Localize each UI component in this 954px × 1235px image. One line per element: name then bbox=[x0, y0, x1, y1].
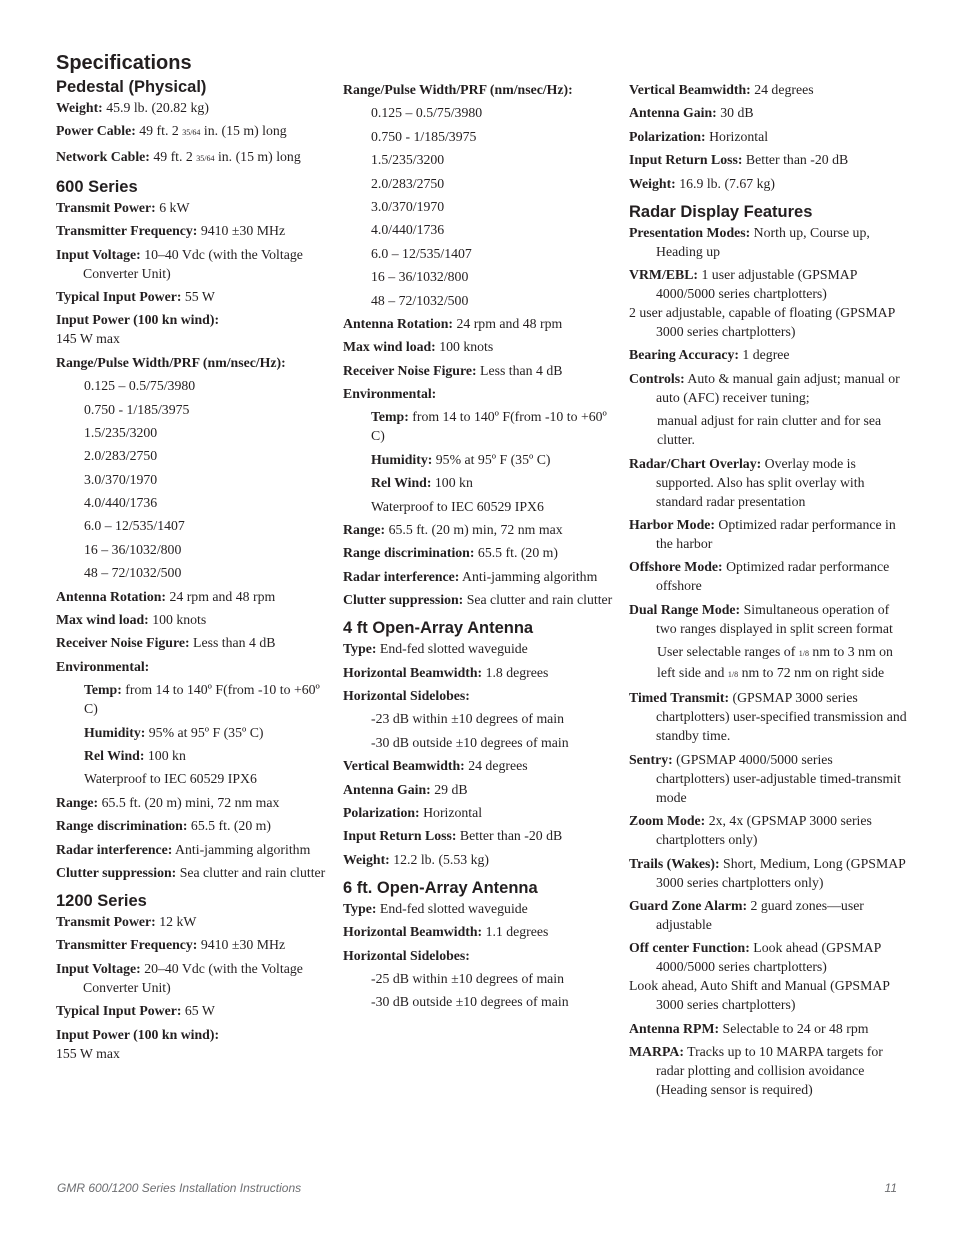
spec-value: 24 degrees bbox=[754, 82, 814, 97]
spec-label: Clutter suppression: bbox=[343, 592, 464, 608]
spec-item bbox=[343, 686, 613, 705]
spec-item bbox=[629, 557, 909, 595]
spec-item bbox=[343, 361, 613, 380]
spec-value: Anti-jamming algorithm bbox=[462, 568, 598, 584]
spec-value: -30 dB outside ±10 degrees of main bbox=[371, 994, 569, 1010]
spec-value: 95% at 95º F (35º C) bbox=[435, 451, 551, 467]
spec-value: 16 – 36/1032/800 bbox=[371, 269, 469, 285]
spec-item bbox=[629, 345, 909, 364]
spec-value: 65.5 ft. (20 m) mini, 72 nm max bbox=[101, 794, 280, 810]
spec-subitem bbox=[343, 174, 613, 193]
spec-label: Antenna RPM: bbox=[629, 1020, 720, 1036]
spec-fraction: 35/64 bbox=[182, 128, 201, 138]
spec-value: Sea clutter and rain clutter bbox=[179, 864, 326, 880]
spec-item bbox=[56, 1025, 326, 1063]
spec-value: 49 ft. 2 bbox=[153, 148, 197, 164]
spec-value: 95% at 95º F (35º C) bbox=[148, 724, 264, 740]
spec-item bbox=[56, 816, 326, 835]
spec-value: Simultaneous operation of two ranges displayed in split screen format bbox=[656, 601, 893, 636]
spec-subitem bbox=[343, 220, 613, 239]
spec-item bbox=[629, 750, 909, 807]
page-title: Specifications bbox=[56, 52, 192, 74]
spec-value: 65.5 ft. (20 m) bbox=[477, 545, 559, 561]
spec-item bbox=[343, 314, 613, 333]
spec-value: from 14 to 140º F bbox=[412, 409, 511, 425]
spec-item bbox=[343, 80, 613, 99]
column-left bbox=[56, 52, 326, 1067]
spec-subitem bbox=[56, 376, 326, 395]
spec-value: Horizontal bbox=[423, 804, 483, 820]
spec-value: 1.5/235/3200 bbox=[371, 152, 445, 168]
spec-value: 30 dB bbox=[720, 105, 754, 121]
spec-item bbox=[629, 1042, 909, 1099]
spec-sublabel: Temp: bbox=[371, 409, 409, 425]
spec-item bbox=[56, 147, 326, 168]
spec-subitem bbox=[343, 473, 613, 492]
spec-value: Anti-jamming algorithm bbox=[175, 841, 311, 857]
spec-subitem bbox=[56, 400, 326, 419]
spec-label: Antenna Gain: bbox=[629, 105, 717, 121]
spec-item bbox=[56, 863, 326, 882]
spec-subitem bbox=[343, 103, 613, 122]
spec-item bbox=[343, 826, 613, 845]
spec-item bbox=[56, 959, 326, 997]
spec-value: Waterproof to IEC 60529 IPX6 bbox=[84, 771, 257, 787]
spec-value: 6.0 – 12/535/1407 bbox=[84, 518, 185, 534]
spec-value: End-fed slotted waveguide bbox=[379, 900, 528, 916]
spec-label: Transmit Power: bbox=[56, 199, 156, 215]
spec-value: North up, Course up, Heading up bbox=[656, 224, 870, 259]
spec-label: Receiver Noise Figure: bbox=[56, 635, 190, 651]
spec-fraction: 35/64 bbox=[196, 153, 215, 163]
spec-value: 24 rpm and 48 rpm bbox=[456, 315, 563, 331]
spec-value: Look ahead (GPSMAP 4000/5000 series chartplotters) bbox=[656, 940, 881, 975]
spec-item bbox=[629, 454, 909, 511]
spec-label: Typical Input Power: bbox=[56, 288, 182, 304]
section-heading: Radar Display Features bbox=[629, 202, 813, 221]
spec-value-line: Look ahead, Auto Shift and Manual (GPSMAP 3000 series chartplotters) bbox=[629, 978, 890, 1013]
spec-label: Range/Pulse Width/PRF (nm/nsec/Hz): bbox=[56, 354, 286, 370]
spec-label: Typical Input Power: bbox=[56, 1003, 182, 1019]
spec-value: 45.9 lb. (20.82 kg) bbox=[106, 100, 209, 115]
spec-sublabel: Rel Wind: bbox=[371, 475, 432, 491]
spec-value: (GPSMAP 3000 series chartplotters) user-specified transmission and standby time. bbox=[656, 690, 907, 744]
spec-label: Antenna Rotation: bbox=[343, 315, 453, 331]
spec-value: Short, Medium, Long (GPSMAP 3000 series chartplotters only) bbox=[656, 855, 906, 890]
spec-label: Bearing Accuracy: bbox=[629, 347, 739, 363]
spec-value: 16.9 lb. (7.67 kg) bbox=[679, 175, 776, 191]
spec-value: 1 user adjustable (GPSMAP 4000/5000 series chartplotters) bbox=[656, 266, 857, 301]
spec-label: Range: bbox=[343, 522, 386, 538]
spec-label: Radar interference: bbox=[56, 841, 173, 857]
spec-label: Receiver Noise Figure: bbox=[343, 362, 477, 378]
spec-value: 20–40 Vdc (with the Voltage Converter Unit) bbox=[83, 960, 303, 995]
spec-value: 9410 ±30 MHz bbox=[200, 223, 286, 239]
spec-item bbox=[629, 600, 909, 638]
spec-subitem bbox=[343, 150, 613, 169]
spec-continuation bbox=[629, 642, 909, 684]
spec-value: 29 dB bbox=[434, 781, 468, 797]
spec-value: 16 – 36/1032/800 bbox=[84, 541, 182, 557]
spec-value: Optimized radar performance offshore bbox=[656, 559, 890, 594]
spec-item bbox=[629, 854, 909, 892]
spec-value-line: (from -10 to +60º C) bbox=[371, 409, 607, 444]
spec-item bbox=[56, 935, 326, 954]
spec-item bbox=[56, 1001, 326, 1020]
spec-label: Trails (Wakes): bbox=[629, 855, 720, 871]
spec-item bbox=[629, 811, 909, 849]
spec-value: 100 kn bbox=[434, 475, 473, 491]
spec-value: 3.0/370/1970 bbox=[371, 198, 445, 214]
spec-value: -30 dB outside ±10 degrees of main bbox=[371, 734, 569, 750]
spec-value: Overlay mode is supported. Also has split overlay with standard radar presentation bbox=[656, 455, 865, 509]
spec-item bbox=[629, 938, 909, 1014]
spec-label: Weight: bbox=[56, 100, 103, 115]
spec-item bbox=[629, 150, 909, 169]
spec-label: Antenna Rotation: bbox=[56, 588, 166, 604]
spec-item bbox=[343, 850, 613, 869]
spec-label: Zoom Mode: bbox=[629, 813, 706, 829]
spec-item bbox=[56, 610, 326, 629]
footer-document-title: GMR 600/1200 Series Installation Instructions bbox=[57, 1181, 302, 1195]
spec-value: 6.0 – 12/535/1407 bbox=[371, 245, 472, 261]
spec-sublabel: Humidity: bbox=[371, 451, 433, 467]
spec-item bbox=[56, 587, 326, 606]
spec-item bbox=[629, 1019, 909, 1038]
spec-value: (GPSMAP 4000/5000 series chartplotters) user-adjustable timed-transmit mode bbox=[656, 751, 901, 805]
spec-subitem bbox=[343, 291, 613, 310]
spec-item bbox=[56, 245, 326, 283]
spec-item bbox=[629, 223, 909, 261]
column-right bbox=[629, 80, 909, 1104]
spec-label: Range discrimination: bbox=[343, 545, 475, 561]
spec-subitem bbox=[56, 493, 326, 512]
spec-item bbox=[343, 384, 613, 403]
spec-value: User selectable ranges of bbox=[657, 644, 799, 660]
spec-value: Less than 4 dB bbox=[193, 635, 276, 651]
spec-item bbox=[56, 98, 326, 117]
spec-label: Power Cable: bbox=[56, 123, 136, 139]
spec-label: Clutter suppression: bbox=[56, 864, 177, 880]
spec-label: Radar interference: bbox=[343, 568, 460, 584]
spec-label: Range discrimination: bbox=[56, 818, 188, 834]
spec-value: 48 – 72/1032/500 bbox=[84, 565, 182, 581]
spec-value: 100 knots bbox=[439, 339, 494, 355]
spec-item bbox=[343, 922, 613, 941]
spec-value-line: 145 W max bbox=[56, 331, 120, 347]
spec-label: Antenna Gain: bbox=[343, 781, 431, 797]
section-heading: 600 Series bbox=[56, 177, 138, 196]
spec-label: Input Power (100 kn wind): bbox=[56, 312, 220, 328]
spec-value: nm to 72 nm on right side bbox=[738, 665, 885, 681]
section-heading: 4 ft Open-Array Antenna bbox=[343, 619, 534, 638]
spec-item bbox=[343, 567, 613, 586]
spec-subitem bbox=[56, 540, 326, 559]
spec-item bbox=[629, 515, 909, 553]
column-middle bbox=[343, 80, 613, 1016]
spec-item bbox=[343, 520, 613, 539]
spec-label: Sentry: bbox=[629, 751, 673, 767]
spec-item bbox=[56, 287, 326, 306]
spec-item bbox=[56, 912, 326, 931]
spec-subitem bbox=[56, 446, 326, 465]
spec-continuation bbox=[629, 411, 909, 449]
spec-item bbox=[56, 633, 326, 652]
spec-label: Horizontal Sidelobes: bbox=[343, 687, 470, 703]
spec-item bbox=[56, 121, 326, 142]
spec-label: Controls: bbox=[629, 370, 685, 386]
spec-item bbox=[343, 590, 613, 609]
spec-value: 0.125 – 0.5/75/3980 bbox=[84, 378, 196, 394]
spec-subitem bbox=[56, 746, 326, 765]
spec-item bbox=[343, 663, 613, 682]
spec-item bbox=[56, 793, 326, 812]
spec-item bbox=[343, 780, 613, 799]
spec-value: manual adjust for rain clutter and for sea clutter. bbox=[657, 413, 882, 448]
spec-item bbox=[56, 840, 326, 859]
spec-value: 0.750 - 1/185/3975 bbox=[84, 401, 190, 417]
spec-value: 12 kW bbox=[159, 913, 197, 929]
spec-subitem bbox=[343, 992, 613, 1011]
spec-subitem bbox=[343, 709, 613, 728]
spec-value: 24 rpm and 48 rpm bbox=[169, 588, 276, 604]
footer-page-number: 11 bbox=[884, 1181, 897, 1195]
spec-subitem bbox=[343, 197, 613, 216]
spec-value-line: 155 W max bbox=[56, 1045, 120, 1061]
spec-value: Better than -20 dB bbox=[459, 828, 563, 844]
spec-value: Optimized radar performance in the harbor bbox=[656, 516, 896, 551]
spec-label: MARPA: bbox=[629, 1044, 684, 1060]
spec-label: Horizontal Sidelobes: bbox=[343, 947, 470, 963]
spec-item bbox=[56, 221, 326, 240]
spec-value: from 14 to 140º F bbox=[125, 682, 224, 698]
spec-item bbox=[343, 639, 613, 658]
spec-subitem bbox=[343, 407, 613, 445]
spec-label: Dual Range Mode: bbox=[629, 601, 741, 617]
spec-label: Range/Pulse Width/PRF (nm/nsec/Hz): bbox=[343, 82, 573, 97]
spec-value: -25 dB within ±10 degrees of main bbox=[371, 970, 565, 986]
spec-value: Horizontal bbox=[709, 128, 769, 144]
spec-item bbox=[629, 688, 909, 745]
spec-label: Input Return Loss: bbox=[343, 828, 457, 844]
spec-value: in. (15 m) long bbox=[200, 123, 287, 139]
spec-subitem bbox=[56, 470, 326, 489]
spec-value: 4.0/440/1736 bbox=[371, 222, 445, 238]
spec-item bbox=[56, 310, 326, 348]
spec-value: 1.8 degrees bbox=[485, 664, 549, 680]
spec-item bbox=[629, 369, 909, 407]
spec-value: Less than 4 dB bbox=[480, 362, 563, 378]
spec-value: 49 ft. 2 bbox=[139, 123, 183, 139]
spec-item bbox=[343, 946, 613, 965]
spec-value: Auto & manual gain adjust; manual or auto (AFC) receiver tuning; bbox=[656, 370, 900, 405]
spec-label: Presentation Modes: bbox=[629, 224, 751, 240]
spec-label: Offshore Mode: bbox=[629, 559, 723, 575]
spec-value-line: (from -10 to +60º C) bbox=[84, 682, 320, 717]
spec-subitem bbox=[56, 516, 326, 535]
spec-item bbox=[629, 896, 909, 934]
spec-item bbox=[629, 103, 909, 122]
spec-label: Horizontal Beamwidth: bbox=[343, 924, 483, 940]
spec-subitem bbox=[343, 127, 613, 146]
spec-value: 1.5/235/3200 bbox=[84, 424, 158, 440]
spec-value: End-fed slotted waveguide bbox=[379, 641, 528, 657]
spec-value: 0.125 – 0.5/75/3980 bbox=[371, 105, 483, 121]
spec-sublabel: Humidity: bbox=[84, 724, 146, 740]
spec-item bbox=[56, 657, 326, 676]
spec-value: 2x, 4x (GPSMAP 3000 series chartplotters only) bbox=[656, 813, 872, 848]
spec-label: Weight: bbox=[343, 851, 390, 867]
spec-item bbox=[343, 899, 613, 918]
spec-label: Transmitter Frequency: bbox=[56, 937, 198, 953]
spec-subitem bbox=[343, 733, 613, 752]
spec-label: Harbor Mode: bbox=[629, 516, 715, 532]
spec-label: Polarization: bbox=[343, 804, 420, 820]
spec-subitem bbox=[56, 563, 326, 582]
spec-item bbox=[343, 803, 613, 822]
spec-value: in. (15 m) long bbox=[214, 148, 301, 164]
spec-value: 3.0/370/1970 bbox=[84, 471, 158, 487]
spec-subitem bbox=[343, 450, 613, 469]
spec-label: Vertical Beamwidth: bbox=[343, 758, 465, 774]
spec-label: Input Voltage: bbox=[56, 246, 141, 262]
spec-subitem bbox=[56, 680, 326, 718]
spec-value: Tracks up to 10 MARPA targets for radar plotting and collision avoidance (Heading sensor is required) bbox=[656, 1044, 883, 1098]
spec-value: 6 kW bbox=[159, 199, 190, 215]
spec-value: 24 degrees bbox=[468, 758, 528, 774]
spec-value: 9410 ±30 MHz bbox=[200, 937, 286, 953]
spec-value: 65.5 ft. (20 m) bbox=[190, 818, 272, 834]
spec-subitem bbox=[56, 769, 326, 788]
spec-value: 65.5 ft. (20 m) min, 72 nm max bbox=[388, 522, 563, 538]
spec-label: Environmental: bbox=[56, 658, 150, 674]
spec-label: Transmit Power: bbox=[56, 913, 156, 929]
spec-value: -23 dB within ±10 degrees of main bbox=[371, 711, 565, 727]
spec-value: 65 W bbox=[184, 1003, 215, 1019]
spec-label: Input Return Loss: bbox=[629, 152, 743, 168]
spec-value: 100 knots bbox=[152, 612, 207, 628]
spec-subitem bbox=[56, 723, 326, 742]
spec-value-line: 2 user adjustable, capable of floating (GPSMAP 3000 series chartplotters) bbox=[629, 304, 895, 339]
spec-label: Timed Transmit: bbox=[629, 690, 730, 706]
spec-value: 12.2 lb. (5.53 kg) bbox=[393, 851, 490, 867]
spec-label: Vertical Beamwidth: bbox=[629, 82, 751, 97]
spec-label: Guard Zone Alarm: bbox=[629, 898, 748, 914]
spec-subitem bbox=[56, 423, 326, 442]
section-heading: 6 ft. Open-Array Antenna bbox=[343, 878, 538, 897]
spec-item bbox=[56, 198, 326, 217]
spec-item bbox=[343, 543, 613, 562]
spec-value: nm to 3 nm on left side and bbox=[657, 644, 893, 681]
section-heading: 1200 Series bbox=[56, 891, 147, 910]
spec-subitem bbox=[343, 267, 613, 286]
spec-label: Type: bbox=[343, 641, 377, 657]
spec-item bbox=[629, 127, 909, 146]
spec-label: Max wind load: bbox=[56, 612, 149, 628]
spec-value: 55 W bbox=[184, 288, 215, 304]
spec-subitem bbox=[343, 497, 613, 516]
spec-label: Max wind load: bbox=[343, 339, 436, 355]
spec-label: Transmitter Frequency: bbox=[56, 223, 198, 239]
spec-label: Horizontal Beamwidth: bbox=[343, 664, 483, 680]
spec-value: Selectable to 24 or 48 rpm bbox=[722, 1020, 869, 1036]
spec-sublabel: Temp: bbox=[84, 682, 122, 698]
spec-value: 0.750 - 1/185/3975 bbox=[371, 128, 477, 144]
spec-label: Polarization: bbox=[629, 128, 706, 144]
spec-label: Radar/Chart Overlay: bbox=[629, 455, 762, 471]
spec-value: 1.1 degrees bbox=[485, 924, 549, 940]
spec-value: Sea clutter and rain clutter bbox=[466, 592, 613, 608]
spec-value: 4.0/440/1736 bbox=[84, 495, 158, 511]
spec-item bbox=[343, 756, 613, 775]
spec-subitem bbox=[343, 969, 613, 988]
spec-value: 1 degree bbox=[742, 347, 790, 363]
spec-subitem bbox=[343, 244, 613, 263]
spec-label: Off center Function: bbox=[629, 940, 750, 956]
spec-label: Type: bbox=[343, 900, 377, 916]
spec-fraction: 1/8 bbox=[798, 649, 809, 659]
spec-label: Network Cable: bbox=[56, 148, 150, 164]
spec-label: Range: bbox=[56, 794, 99, 810]
spec-value: Waterproof to IEC 60529 IPX6 bbox=[371, 498, 544, 514]
spec-value: 10–40 Vdc (with the Voltage Converter Unit) bbox=[83, 246, 303, 281]
spec-label: Input Power (100 kn wind): bbox=[56, 1026, 220, 1042]
spec-label: Environmental: bbox=[343, 386, 437, 402]
spec-fraction: 1/8 bbox=[727, 670, 739, 680]
spec-value: 2.0/283/2750 bbox=[84, 448, 158, 464]
spec-item bbox=[56, 353, 326, 372]
spec-value: 100 kn bbox=[147, 747, 186, 763]
spec-label: VRM/EBL: bbox=[629, 266, 698, 282]
spec-value: 2.0/283/2750 bbox=[371, 175, 445, 191]
spec-item bbox=[343, 337, 613, 356]
spec-label: Weight: bbox=[629, 175, 676, 191]
section-heading: Pedestal (Physical) bbox=[56, 78, 207, 96]
spec-item bbox=[629, 80, 909, 99]
spec-item bbox=[629, 265, 909, 341]
spec-sublabel: Rel Wind: bbox=[84, 747, 145, 763]
spec-label: Input Voltage: bbox=[56, 960, 141, 976]
spec-value: 48 – 72/1032/500 bbox=[371, 292, 469, 308]
spec-item bbox=[629, 174, 909, 193]
spec-value: 2 guard zones—user adjustable bbox=[656, 898, 864, 933]
spec-value: Better than -20 dB bbox=[745, 152, 849, 168]
